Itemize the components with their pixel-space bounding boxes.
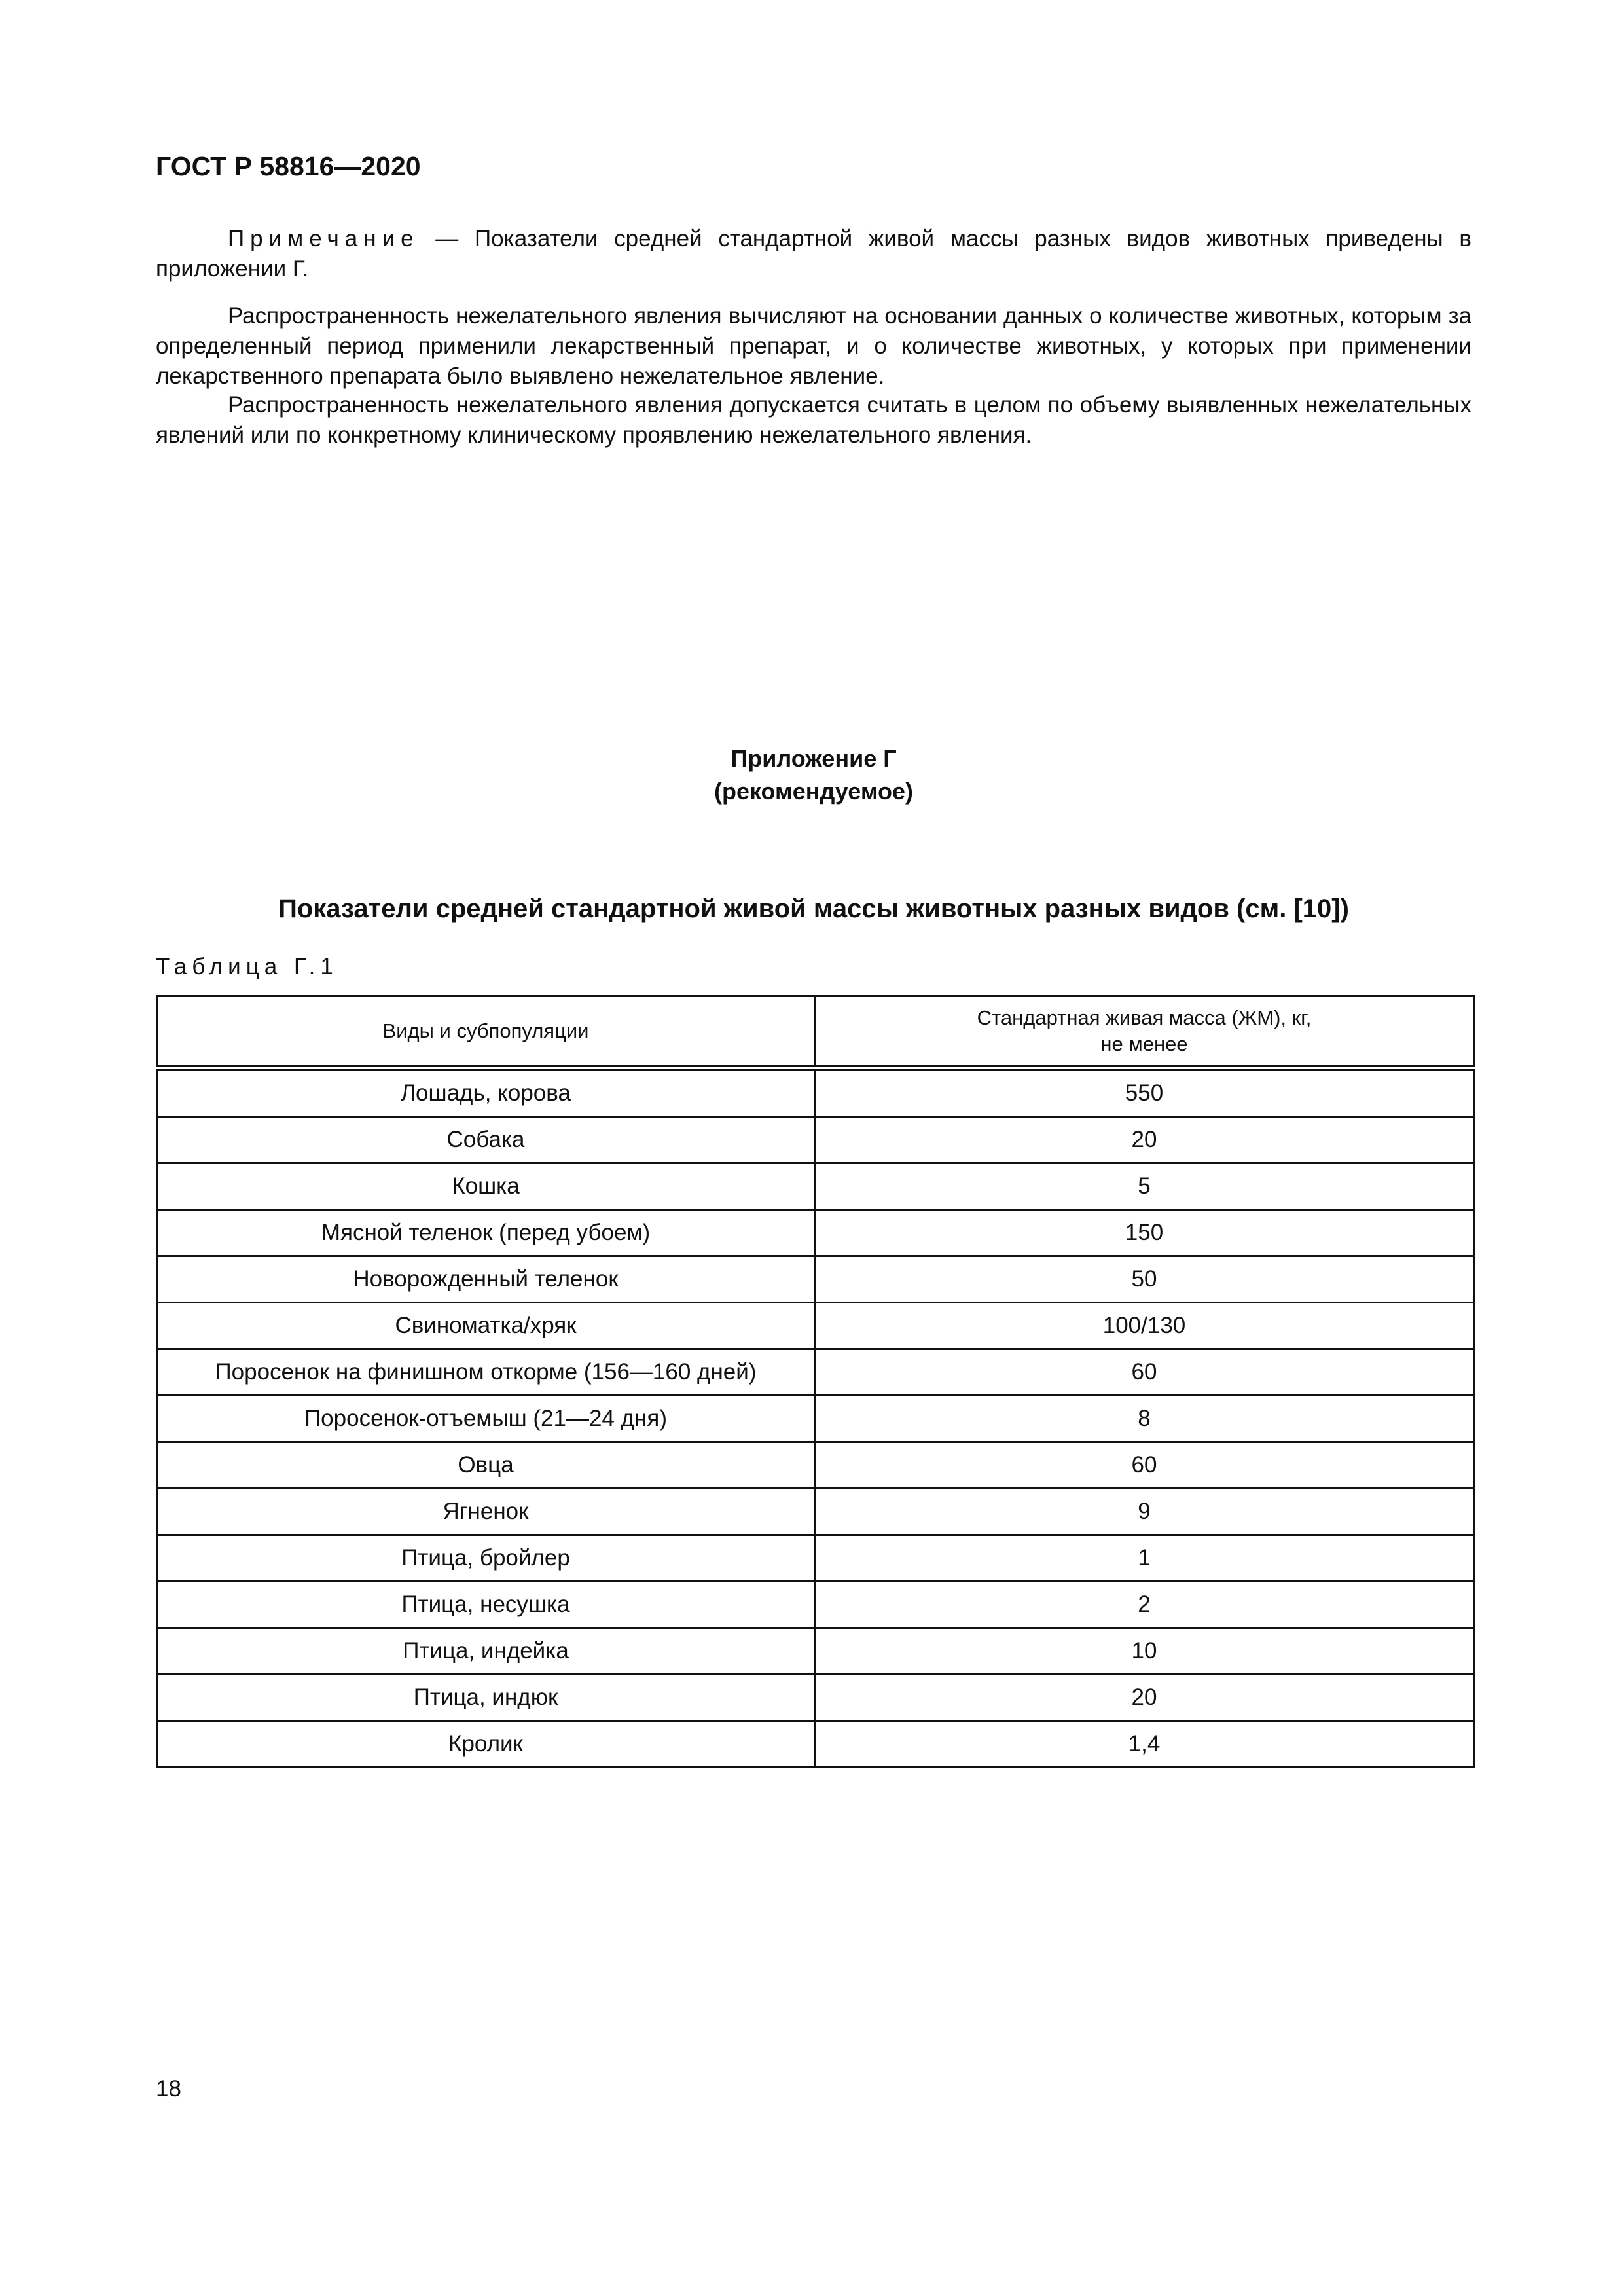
species-cell: Свиноматка/хряк [157,1303,815,1349]
table-row [157,1256,1474,1303]
species-cell: Птица, индюк [157,1675,815,1721]
body-paragraph-2: Распространенность нежелательного явления допускается считать в целом по объему выявленных нежелательных явлений или по конкретному клиническому проявлению нежелательного явления. [156,392,1471,448]
table-row [157,1442,1474,1489]
table-row [157,1210,1474,1256]
document-code: ГОСТ Р 58816—2020 [156,151,421,181]
table-row [157,1582,1474,1628]
table-row [157,1163,1474,1210]
mass-cell: 100/130 [815,1303,1474,1349]
header-mass-line2: не менее [1100,1032,1188,1055]
species-cell: Новорожденный теленок [157,1256,815,1303]
mass-cell: 8 [815,1396,1474,1442]
header-mass-line1: Стандартная живая масса (ЖМ), кг, [977,1006,1312,1029]
note-text: — Показатели средней стандартной живой массы разных видов животных приведены в приложении Г. [156,226,1471,282]
table-caption: Таблица Г.1 [156,954,338,979]
header-species: Виды и субпопуляции [157,996,815,1068]
mass-cell: 1 [815,1535,1474,1582]
note-label: Примечание [228,226,420,251]
table-body [157,1068,1474,1768]
mass-cell: 50 [815,1256,1474,1303]
species-cell: Собака [157,1117,815,1163]
mass-cell: 1,4 [815,1721,1474,1768]
table-row [157,1396,1474,1442]
mass-cell: 150 [815,1210,1474,1256]
species-cell: Птица, бройлер [157,1535,815,1582]
mass-cell: 10 [815,1628,1474,1675]
mass-cell: 9 [815,1489,1474,1535]
species-cell: Овца [157,1442,815,1489]
mass-cell: 20 [815,1117,1474,1163]
species-cell: Кошка [157,1163,815,1210]
mass-cell: 2 [815,1582,1474,1628]
table-row [157,1628,1474,1675]
table-row [157,1675,1474,1721]
species-cell: Птица, несушка [157,1582,815,1628]
appendix-heading-block [156,742,1471,808]
mass-cell: 550 [815,1068,1474,1117]
table-row [157,1117,1474,1163]
header-mass [815,996,1474,1068]
species-cell: Ягненок [157,1489,815,1535]
mass-cell: 20 [815,1675,1474,1721]
appendix-title: Показатели средней стандартной живой массы животных разных видов (см. [10]) [278,894,1349,923]
table-row [157,1489,1474,1535]
table-header-row [157,996,1474,1068]
appendix-heading: Приложение Г [731,745,897,772]
note-paragraph [156,224,1471,284]
mass-cell: 60 [815,1442,1474,1489]
species-cell: Кролик [157,1721,815,1768]
table-row [157,1535,1474,1582]
species-cell: Поросенок-отъемыш (21—24 дня) [157,1396,815,1442]
species-cell: Мясной теленок (перед убоем) [157,1210,815,1256]
species-cell: Поросенок на финишном откорме (156—160 дней) [157,1349,815,1396]
page-number: 18 [156,2076,181,2102]
body-paragraph-1: Распространенность нежелательного явления вычисляют на основании данных о количестве животных, которым за определенный период применили лекарственный препарат, и о количестве животных, у которых при применении лекарственного препарата было выявлено нежелательное явление. [156,303,1471,389]
table-row [157,1303,1474,1349]
table-row [157,1068,1474,1117]
species-cell: Лошадь, корова [157,1068,815,1117]
table-row [157,1349,1474,1396]
mass-table [156,995,1475,1768]
table-row [157,1721,1474,1768]
mass-cell: 5 [815,1163,1474,1210]
appendix-status: (рекомендуемое) [714,778,913,805]
species-cell: Птица, индейка [157,1628,815,1675]
mass-cell: 60 [815,1349,1474,1396]
